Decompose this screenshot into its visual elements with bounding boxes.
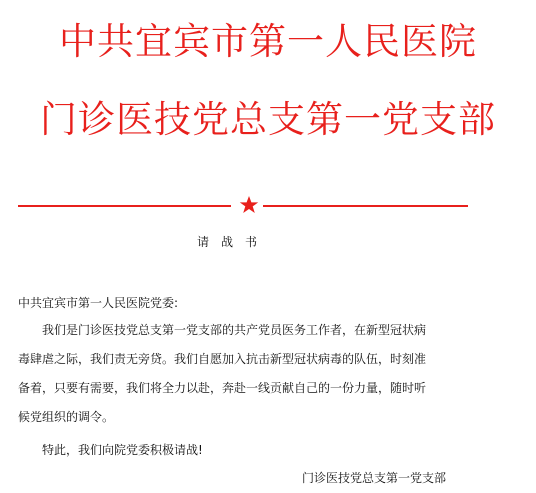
letter-title: 请战书	[196, 235, 269, 249]
red-divider-left	[18, 205, 231, 207]
salutation: 中共宜宾市第一人民医院党委:	[18, 296, 179, 310]
paragraph-1-line: 我们是门诊医技党总支第一党支部的共产党员医务工作者，在新型冠状病	[42, 323, 427, 337]
paragraph-1	[18, 316, 474, 432]
header-title-line2: 门诊医技党总支第一党支部	[40, 98, 496, 141]
red-divider-right	[263, 205, 468, 207]
paragraph-2-line: 特此，我们向院党委积极请战!	[42, 443, 203, 457]
star-icon	[239, 195, 259, 215]
signature: 门诊医技党总支第一党支部	[302, 471, 447, 485]
paragraph-1-line: 候党组织的调令。	[18, 410, 115, 424]
paragraph-1-line: 备着，只要有需要，我们将全力以赴，奔赴一线贡献自己的一份力量，随时听	[18, 381, 427, 395]
paragraph-1-line: 毒肆虐之际，我们责无旁贷。我们自愿加入抗击新型冠状病毒的队伍，时刻准	[18, 352, 427, 366]
paragraph-2	[18, 436, 474, 465]
header-title-line1: 中共宜宾市第一人民医院	[59, 20, 477, 63]
